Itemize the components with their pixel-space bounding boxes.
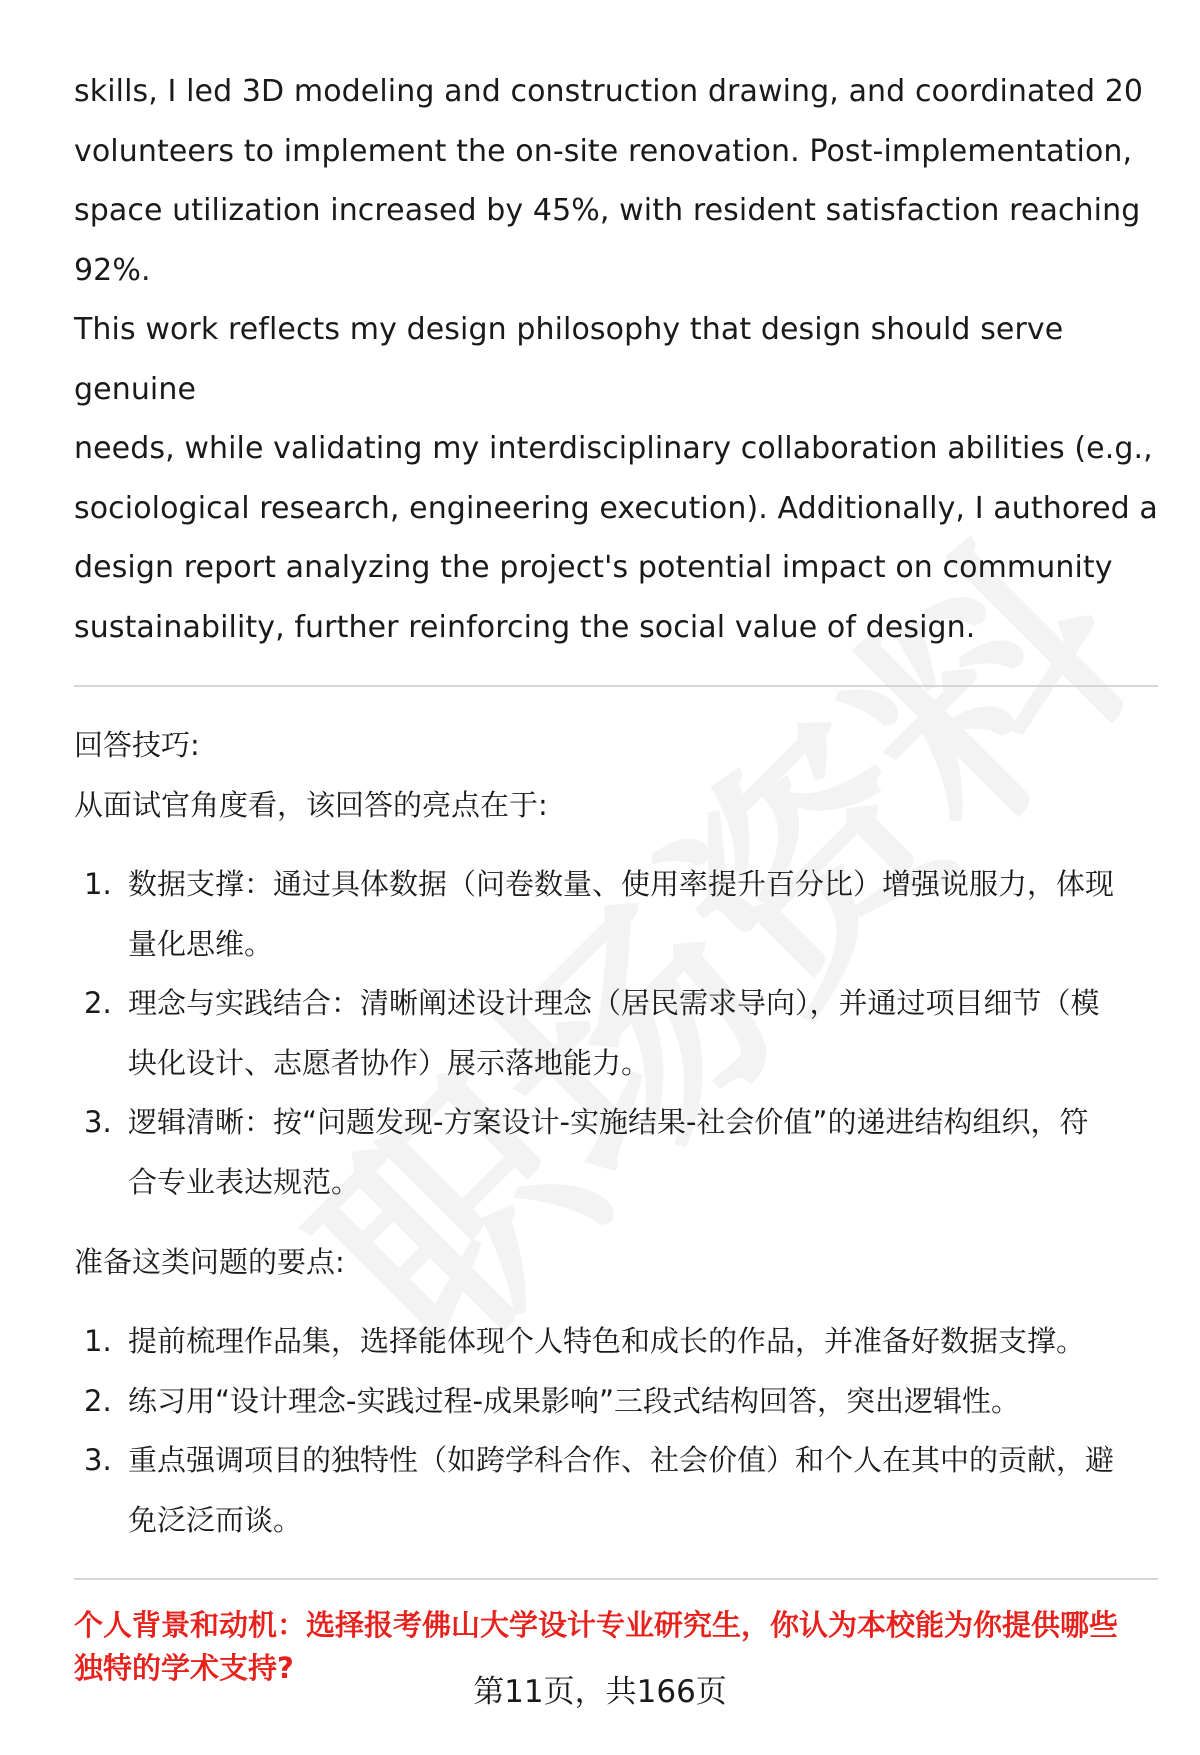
list-text: 理念与实践结合：清晰阐述设计理念（居民需求导向），并通过项目细节（模: [128, 986, 1100, 1020]
answer-paragraph: [74, 62, 1158, 657]
section-divider: [74, 685, 1158, 687]
list-text: 练习用“设计理念-实践过程-成果影响”三段式结构回答，突出逻辑性。: [128, 1383, 1020, 1418]
paragraph-line: volunteers to implement the on-site renovation. Post-implementation,: [74, 133, 1133, 169]
list-text: 提前梳理作品集，选择能体现个人特色和成长的作品，并准备好数据支撑。: [128, 1324, 1086, 1358]
list-text: 重点强调项目的独特性（如跨学科合作、社会价值）和个人在其中的贡献，避: [128, 1443, 1115, 1477]
paragraph-line: space utilization increased by 45%, with resident satisfaction reaching 92%.: [74, 193, 1141, 288]
list-number: 3.: [84, 1105, 112, 1139]
paragraph-line: sustainability, further reinforcing the social value of design.: [74, 609, 976, 645]
list-item: [74, 855, 1158, 974]
prep-list: [74, 1312, 1158, 1550]
paragraph-line: sociological research, engineering execution). Additionally, I authored a: [74, 490, 1158, 526]
list-text: 数据支撑：通过具体数据（问卷数量、使用率提升百分比）增强说服力，体现: [128, 867, 1115, 901]
list-item: [74, 1431, 1158, 1550]
list-text: 块化设计、志愿者协作）展示落地能力。: [128, 1045, 651, 1080]
list-number: 1.: [84, 1324, 112, 1358]
list-number: 3.: [84, 1443, 112, 1477]
document-page: [74, 62, 1158, 1690]
paragraph-line: needs, while validating my interdisciplinary collaboration abilities (e.g.,: [74, 431, 1153, 466]
question-line: 独特的学术支持?: [74, 1651, 294, 1685]
section-divider: [74, 1578, 1158, 1580]
paragraph-line: This work reflects my design philosophy that design should serve genuine: [74, 312, 1064, 407]
list-number: 2.: [84, 986, 112, 1020]
list-text: 免泛泛而谈。: [128, 1502, 303, 1537]
list-text: 逻辑清晰：按“问题发现-方案设计-实施结果-社会价值”的递进结构组织，符: [128, 1105, 1089, 1139]
list-item: [74, 1093, 1158, 1212]
prep-heading: 准备这类问题的要点:: [74, 1245, 345, 1279]
question-line: 个人背景和动机：选择报考佛山大学设计专业研究生，你认为本校能为你提供哪些: [74, 1608, 1119, 1642]
list-number: 2.: [84, 1383, 112, 1418]
paragraph-line: design report analyzing the project's potential impact on community: [74, 550, 1113, 585]
list-text: 量化思维。: [128, 926, 274, 961]
list-text: 合专业表达规范。: [128, 1164, 361, 1199]
list-number: 1.: [84, 867, 112, 901]
page-number: 第11页，共166页: [473, 1674, 727, 1710]
tips-list: [74, 855, 1158, 1212]
list-item: [74, 1312, 1158, 1372]
paragraph-line: skills, I led 3D modeling and construction drawing, and coordinated 20: [74, 74, 1144, 109]
tips-heading: 回答技巧:: [74, 728, 200, 762]
list-item: [74, 1372, 1158, 1432]
list-item: [74, 974, 1158, 1093]
tips-subheading: 从面试官角度看，该回答的亮点在于:: [74, 788, 548, 822]
